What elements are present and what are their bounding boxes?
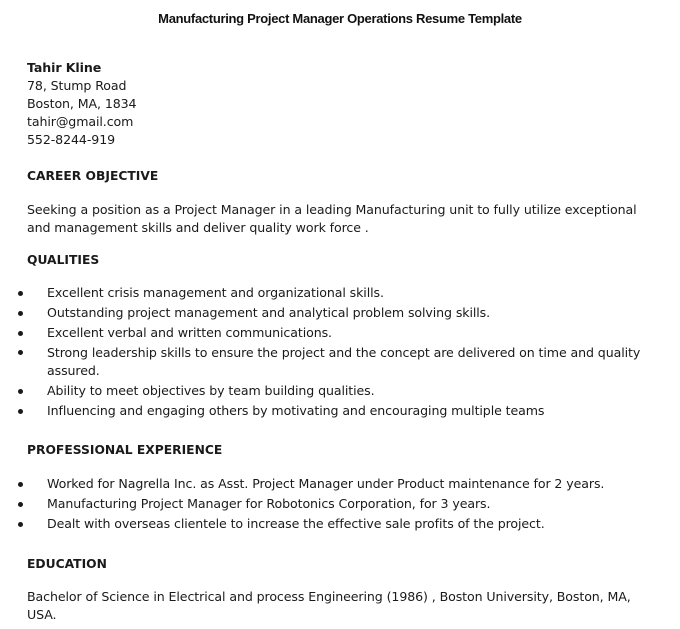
list-item — [18, 494, 643, 514]
career-objective-heading: CAREER OBJECTIVE — [27, 169, 159, 183]
quality-text: Outstanding project management and analytical problem solving skills. — [47, 305, 491, 320]
address-line-1: 78, Stump Road — [27, 78, 127, 93]
applicant-name: Tahir Kline — [27, 60, 102, 75]
career-objective-text: Seeking a position as a Project Manager in a leading Manufacturing unit to fully utilize exceptional and management skills and deliver quality work force . — [27, 202, 637, 235]
education-text: Bachelor of Science in Electrical and process Engineering (1986) , Boston University, Boston, MA, USA. — [27, 589, 631, 622]
experience-text: Manufacturing Project Manager for Robotonics Corporation, for 3 years. — [47, 496, 491, 511]
experience-heading: PROFESSIONAL EXPERIENCE — [27, 443, 223, 457]
quality-text: Influencing and engaging others by motivating and encouraging multiple teams — [47, 403, 545, 418]
list-item — [18, 343, 643, 381]
education-heading: EDUCATION — [27, 557, 107, 571]
bullet-icon — [18, 482, 23, 487]
page-title: Manufacturing Project Manager Operations Resume Template — [158, 11, 522, 26]
address-line-2: Boston, MA, 1834 — [27, 96, 137, 111]
email-text: tahir@gmail.com — [27, 114, 134, 129]
qualities-list — [18, 283, 643, 421]
bullet-icon — [18, 350, 23, 355]
bullet-icon — [18, 409, 23, 414]
contact-block — [27, 59, 136, 149]
quality-text: Strong leadership skills to ensure the project and the concept are delivered on time and quality assured. — [47, 345, 641, 378]
phone-text: 552-8244-919 — [27, 132, 116, 147]
list-item — [18, 323, 643, 343]
qualities-heading: QUALITIES — [27, 253, 100, 267]
bullet-icon — [18, 311, 23, 316]
experience-list — [18, 474, 643, 534]
bullet-icon — [18, 502, 23, 507]
list-item — [18, 474, 643, 494]
bullet-icon — [18, 389, 23, 394]
experience-text: Dealt with overseas clientele to increase the effective sale profits of the project. — [47, 516, 545, 531]
experience-text: Worked for Nagrella Inc. as Asst. Project Manager under Product maintenance for 2 years. — [47, 476, 605, 491]
list-item — [18, 381, 643, 401]
quality-text: Excellent crisis management and organizational skills. — [47, 285, 384, 300]
list-item — [18, 514, 643, 534]
quality-text: Ability to meet objectives by team building qualities. — [47, 383, 375, 398]
list-item — [18, 401, 643, 421]
bullet-icon — [18, 291, 23, 296]
bullet-icon — [18, 522, 23, 527]
list-item — [18, 303, 643, 323]
list-item — [18, 283, 643, 303]
quality-text: Excellent verbal and written communications. — [47, 325, 332, 340]
bullet-icon — [18, 331, 23, 336]
